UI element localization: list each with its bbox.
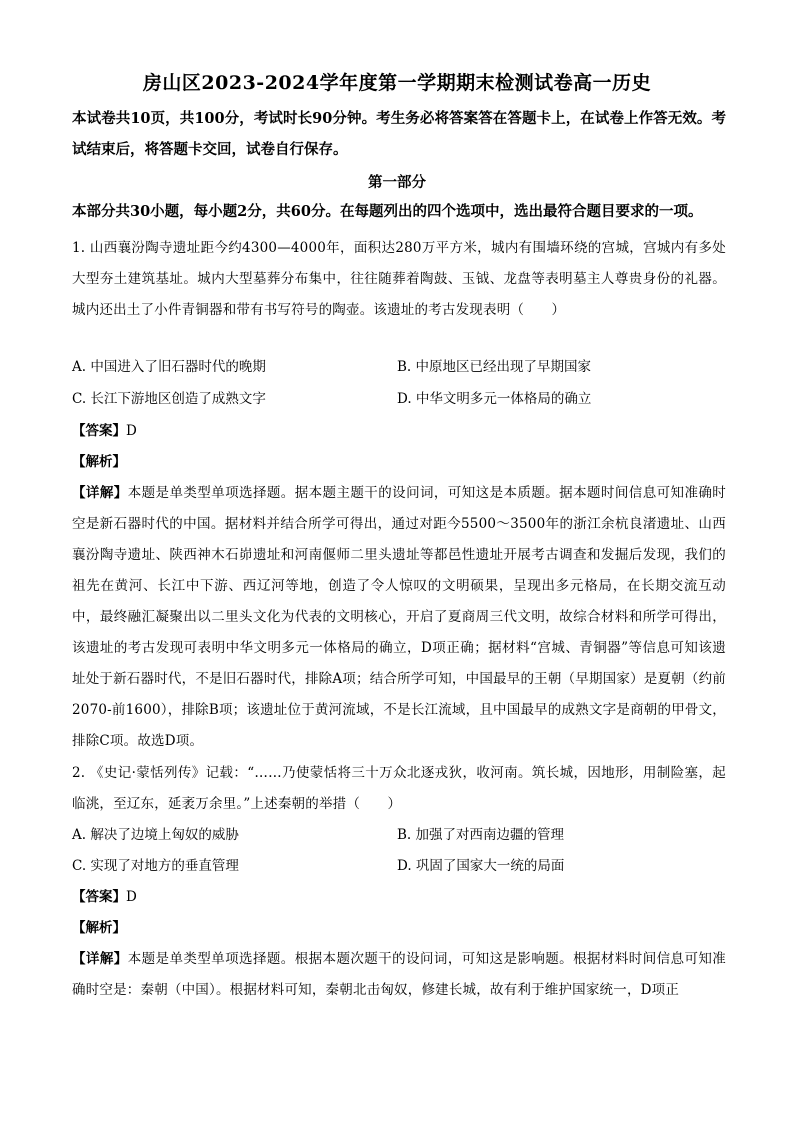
question-1-option-a: A. 中国进入了旧石器时代的晚期 (72, 359, 266, 375)
question-1-analysis (72, 447, 126, 478)
detail-text: 本题是单类型单项选择题。根据本题次题干的设问词，可知这是影响题。根据材料时间信息可知准确时空是：秦朝（中国）。根据材料可知，秦朝北击匈奴，修建长城，故有利于维护国家统一，D项正 (72, 951, 726, 998)
question-2-option-c: C. 实现了对地方的垂直管理 (72, 858, 239, 874)
question-1-option-d: D. 中华文明多元一体格局的确立 (397, 391, 592, 407)
detail-label: 【详解】 (72, 485, 128, 501)
question-2-option-a: A. 解决了边境上匈奴的威胁 (72, 827, 239, 843)
answer-value: D (126, 423, 137, 439)
answer-label: 【答案】 (72, 423, 126, 439)
analysis-label: 【解析】 (72, 920, 126, 936)
question-2-option-b: B. 加强了对西南边疆的管理 (397, 827, 565, 843)
detail-label: 【详解】 (72, 951, 128, 967)
detail-text: 本题是单类型单项选择题。据本题主题干的设问词，可知这是本质题。据本题时间信息可知准确时空是新石器时代的中国。据材料并结合所学可得出，通过对距今5500～3500年的浙江余杭良渚遗址、山西襄汾陶寺遗址、陕西神木石峁遗址和河南偃师二里头遗址等都邑性遗址开展考古调查和发掘后发现，我们的祖先在黄河、长江中下游、西辽河等地，创造了令人惊叹的文明硕果，呈现出多元格局，在长期交流互动中，最终融汇凝聚出以二里头文化为代表的文明核心，开启了夏商周三代文明，故综合材料和所学可得出，该遗址的考古发现可表明中华文明多元一体格局的确立，D项正确；据材料“宫城、青铜器”等信息可知该遗址处于新石器时代，不是旧石器时代，排除A项；结合所学可知，中国最早的王朝（早期国家）是夏朝（约前2070-前1600），排除B项；该遗址位于黄河流域，不是长江流域，且中国最早的成熟文字是商朝的甲骨文，排除C项。故选D项。 (72, 485, 726, 749)
part-title: 第一部分 (368, 174, 426, 191)
question-1-option-b: B. 中原地区已经出现了早期国家 (397, 359, 592, 375)
analysis-label: 【解析】 (72, 454, 126, 470)
question-2-detail (72, 944, 726, 1006)
question-2-option-d: D. 巩固了国家大一统的局面 (397, 858, 565, 874)
question-1-answer (72, 416, 137, 447)
question-2-analysis (72, 913, 126, 944)
question-1-detail (72, 478, 726, 757)
answer-label: 【答案】 (72, 889, 126, 905)
question-1-option-c: C. 长江下游地区创造了成熟文字 (72, 391, 266, 407)
part-instructions: 本部分共30小题，每小题2分，共60分。在每题列出的四个选项中，选出最符合题目要求的一项。 (72, 203, 703, 220)
answer-value: D (126, 889, 137, 905)
question-2-answer (72, 882, 137, 913)
question-2-stem: 2. 《史记·蒙恬列传》记载：“……乃使蒙恬将三十万众北逐戎狄，收河南。筑长城，因地形，用制险塞，起临洮，至辽东，延袤万余里。”上述秦朝的举措（ ） (72, 765, 726, 812)
exam-instructions: 本试卷共10页，共100分，考试时长90分钟。考生务必将答案答在答题卡上，在试卷上作答无效。考试结束后，将答题卡交回，试卷自行保存。 (72, 110, 726, 158)
question-1-stem: 1. 山西襄汾陶寺遗址距今约4300—4000年，面积达280万平方米，城内有围墙环绕的宫城，宫城内有多处大型夯土建筑基址。城内大型墓葬分布集中，往往随葬着陶鼓、玉钺、龙盘等表明墓主人尊贵身份的礼器。城内还出土了小件青铜器和带有书写符号的陶壶。该遗址的考古发现表明（ ） (72, 240, 726, 318)
exam-title: 房山区2023-2024学年度第一学期期末检测试卷高一历史 (142, 72, 652, 94)
